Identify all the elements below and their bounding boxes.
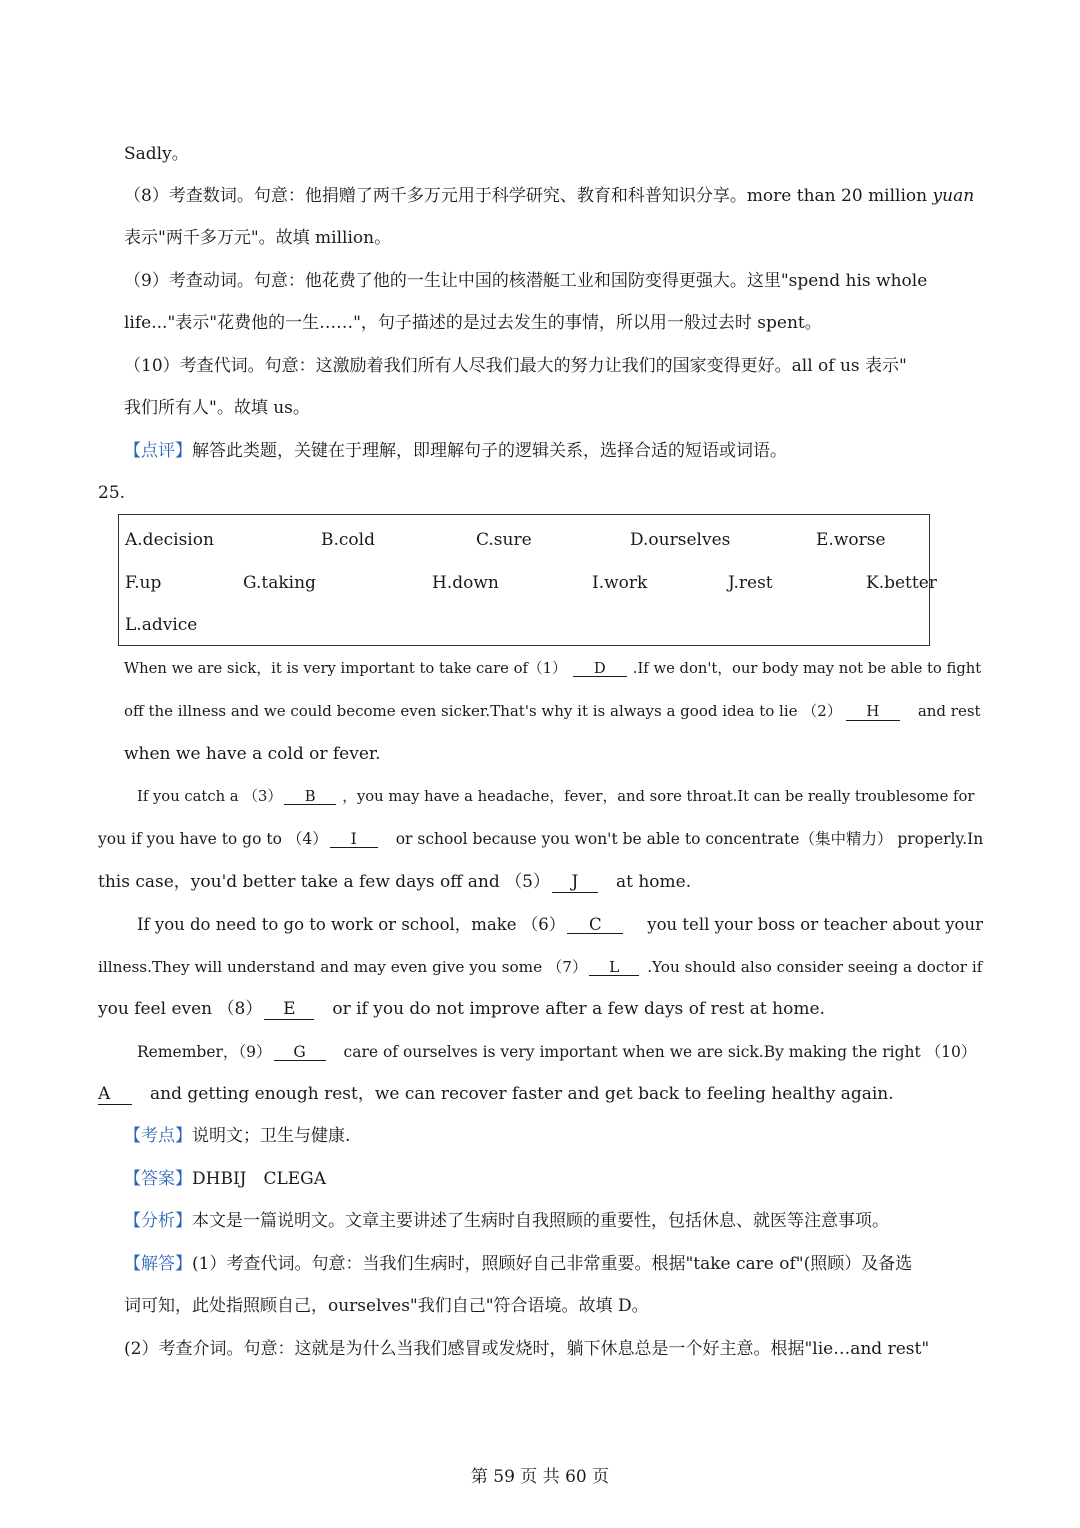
q10-line-2: 我们所有人"。故填 us。 [124, 398, 310, 418]
passage-line: off the illness and we could become even sicker.That's why it is always a good idea to lie （2） H and rest [124, 702, 981, 720]
option-k: K.better [866, 573, 937, 593]
answer-blank-2: H [846, 704, 900, 721]
passage-line: when we have a cold or fever. [124, 744, 381, 764]
option-i: I.work [592, 573, 648, 593]
kaodian-tag: 【考点】 [124, 1126, 192, 1146]
q9-line-2: life..."表示"花费他的一生……"，句子描述的是过去发生的事情，所以用一般过去时 spent。 [124, 313, 822, 333]
comment-tag: 【点评】 [124, 441, 192, 461]
answer-tag: 【答案】 [124, 1169, 192, 1189]
text-line: Sadly。 [124, 144, 189, 164]
answer-blank-9: G [274, 1044, 326, 1061]
page-footer: 第 59 页 共 60 页 [470, 1467, 610, 1487]
answer-blank-6: C [567, 916, 623, 934]
fenxi-tag: 【分析】 [124, 1211, 192, 1231]
jieda-line: 【解答】(1）考查代词。句意：当我们生病时，照顾好自己非常重要。根据"take care of"(照顾）及备选 [124, 1254, 913, 1274]
answer-blank-1: D [573, 661, 627, 677]
comment-line: 【点评】解答此类题，关键在于理解，即理解句子的逻辑关系，选择合适的短语或词语。 [124, 441, 787, 461]
jieda-line-3: (2）考查介词。句意：这就是为什么当我们感冒或发烧时，躺下休息总是一个好主意。根据"lie…and rest" [124, 1339, 930, 1359]
passage-line: A and getting enough rest，we can recover faster and get back to feeling healthy again. [98, 1084, 894, 1104]
passage-line: illness.They will understand and may even give you some （7） L .You should also consider seeing a doctor if [98, 958, 983, 976]
option-l: L.advice [125, 615, 198, 635]
option-a: A.decision [125, 530, 214, 550]
answer-blank-4: I [330, 831, 378, 848]
q8-line-2: 表示"两千多万元"。故填 million。 [124, 228, 392, 248]
answer-blank-7: L [589, 959, 639, 976]
passage-line: When we are sick，it is very important to take care of（1） D .If we don't，our body may not be able to fight [124, 660, 982, 677]
option-h: H.down [432, 573, 499, 593]
answer-blank-8: E [264, 1001, 314, 1020]
passage-line: this case，you'd better take a few days off and （5） J at home. [98, 872, 692, 892]
passage-line: If you catch a （3） B ，you may have a headache，fever，and sore throat.It can be really troublesome for [137, 788, 975, 805]
fenxi-line: 【分析】本文是一篇说明文。文章主要讲述了生病时自我照顾的重要性，包括休息、就医等注意事项。 [124, 1211, 889, 1231]
answer-line: 【答案】DHBIJ CLEGA [124, 1169, 327, 1189]
question-number: 25. [98, 483, 126, 503]
kaodian-line: 【考点】说明文；卫生与健康. [124, 1126, 351, 1146]
passage-line: Remember，（9） G care of ourselves is very important when we are sick.By making the right （10） [137, 1043, 977, 1061]
option-f: F.up [125, 573, 162, 593]
option-j: J.rest [728, 573, 773, 593]
options-box [118, 514, 937, 646]
jieda-line-2: 词可知，此处指照顾自己，ourselves"我们自己"符合语境。故填 D。 [124, 1296, 649, 1316]
answer-blank-10: A [98, 1086, 132, 1105]
q10-line: （10）考查代词。句意：这激励着我们所有人尽我们最大的努力让我们的国家变得更好。all of us 表示" [124, 356, 907, 376]
option-d: D.ourselves [630, 530, 731, 550]
passage-line: If you do need to go to work or school，make （6） C you tell your boss or teacher about your [137, 915, 983, 934]
option-c: C.sure [476, 530, 532, 550]
option-g: G.taking [243, 573, 316, 593]
q9-line: （9）考查动词。句意：他花费了他的一生让中国的核潜艇工业和国防变得更强大。这里"spend his whole [124, 271, 928, 291]
answer-blank-5: J [552, 874, 598, 893]
passage-line: you if you have to go to （4） I or school because you won't be able to concentrate（集中精力） properly.In [98, 830, 984, 848]
answer-blank-3: B [284, 789, 336, 805]
option-e: E.worse [816, 530, 886, 550]
option-b: B.cold [321, 530, 375, 550]
q8-line: （8）考查数词。句意：他捐赠了两千多万元用于科学研究、教育和科普知识分享。more than 20 million yuan [124, 186, 975, 206]
jieda-tag: 【解答】 [124, 1254, 192, 1274]
passage-line: you feel even （8） E or if you do not improve after a few days of rest at home. [98, 999, 825, 1019]
